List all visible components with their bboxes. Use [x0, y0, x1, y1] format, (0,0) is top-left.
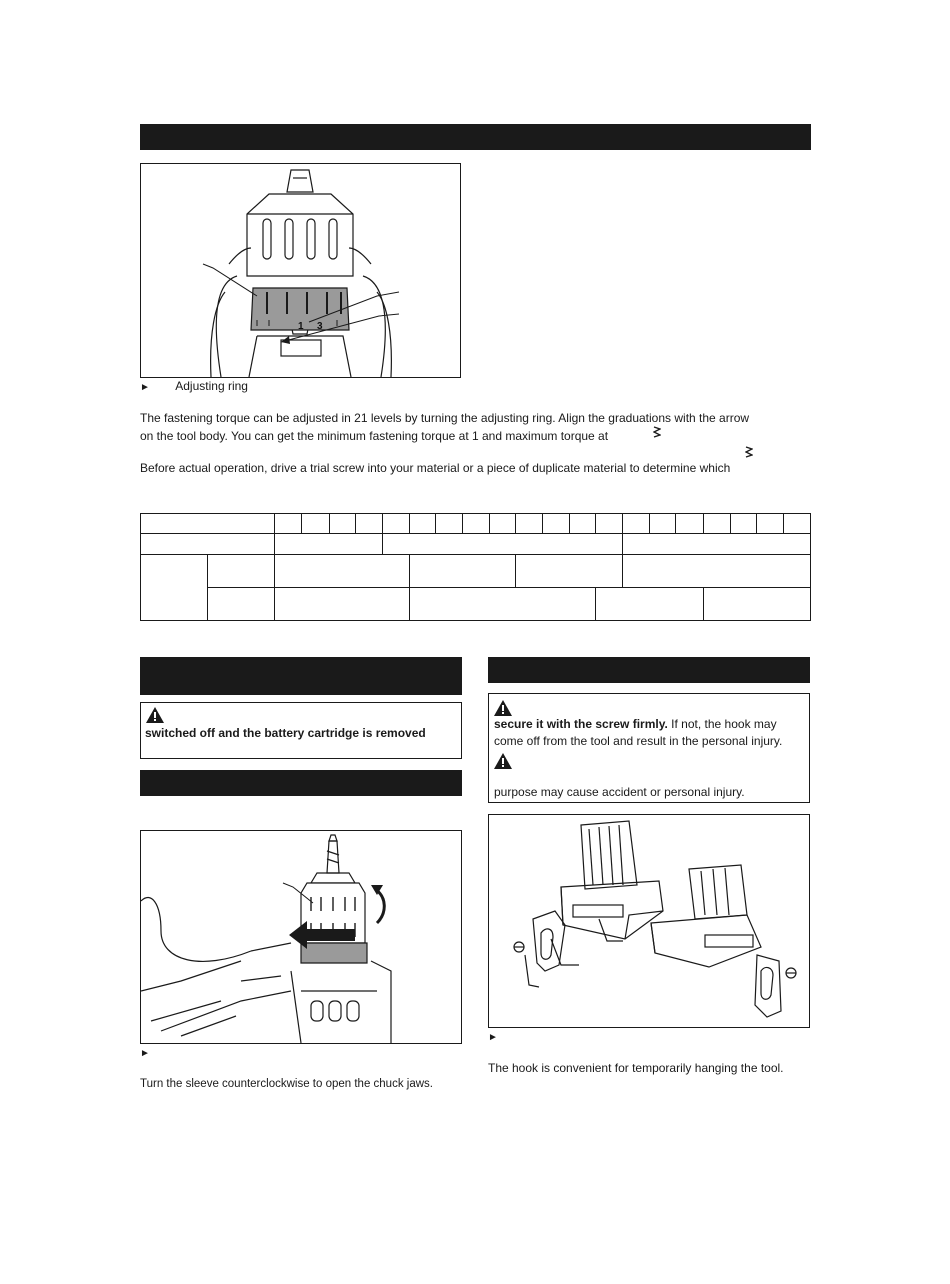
- hook-paragraph: The hook is convenient for temporarily hanging the tool.: [488, 1061, 784, 1075]
- caution-box-hook: [488, 693, 810, 803]
- torque-paragraph-line2: on the tool body. You can get the minimum fastening torque at 1 and maximum torque at: [140, 429, 609, 443]
- figure-chuck-sleeve: [140, 830, 462, 1044]
- chuck-paragraph: Turn the sleeve counterclockwise to open the chuck jaws.: [140, 1078, 433, 1090]
- hook-caution-bold: secure it with the screw firmly.: [494, 717, 668, 731]
- chuck-sleeve-illustration: [141, 831, 461, 1043]
- figure-caption-adjusting-ring: [140, 378, 248, 396]
- table-row: [141, 588, 811, 621]
- section-header-bar-chuck: [140, 770, 462, 796]
- caution-box-left: [140, 702, 462, 759]
- hook-caution-line2: come off from the tool and result in the personal injury.: [494, 734, 783, 748]
- hook-installation-illustration: [489, 815, 809, 1027]
- ring-number-1: 1: [298, 321, 304, 332]
- figure-caption-hook: [488, 1028, 498, 1046]
- drill-front-illustration: [141, 164, 460, 377]
- table-row: [141, 534, 811, 555]
- warning-icon: [494, 700, 512, 716]
- drill-mode-icon: [653, 425, 661, 439]
- caption-pointer-icon: ►: [140, 1048, 150, 1059]
- hook-caution-line1: [494, 716, 777, 733]
- figure-hook: [488, 814, 810, 1028]
- figure-adjusting-ring: [140, 163, 461, 378]
- figure-caption-chuck: [140, 1044, 150, 1062]
- table-row: [141, 555, 811, 588]
- warning-icon: [146, 707, 164, 723]
- section-header-bar-hook: [488, 657, 810, 683]
- hook-caution-line3: purpose may cause accident or personal injury.: [494, 785, 745, 799]
- drill-mode-icon-2: [745, 445, 753, 459]
- warning-icon: [494, 753, 512, 769]
- table-row: [141, 514, 811, 534]
- caption-text: Adjusting ring: [175, 379, 248, 393]
- caution-left-text: switched off and the battery cartridge is removed: [145, 726, 426, 740]
- hook-caution-rest: If not, the hook may: [667, 717, 777, 731]
- caption-pointer-icon: ►: [488, 1032, 498, 1043]
- torque-paragraph-line3: Before actual operation, drive a trial screw into your material or a piece of duplicate material to determine which: [140, 461, 731, 475]
- ring-number-3: 3: [317, 321, 323, 332]
- torque-paragraph-line1: The fastening torque can be adjusted in 21 levels by turning the adjusting ring. Align the graduations with the arrow: [140, 411, 750, 425]
- section-header-bar-left: [140, 657, 462, 695]
- caption-pointer-icon: ►: [140, 382, 150, 393]
- section-header-bar-torque: [140, 124, 811, 150]
- torque-table: [140, 513, 811, 621]
